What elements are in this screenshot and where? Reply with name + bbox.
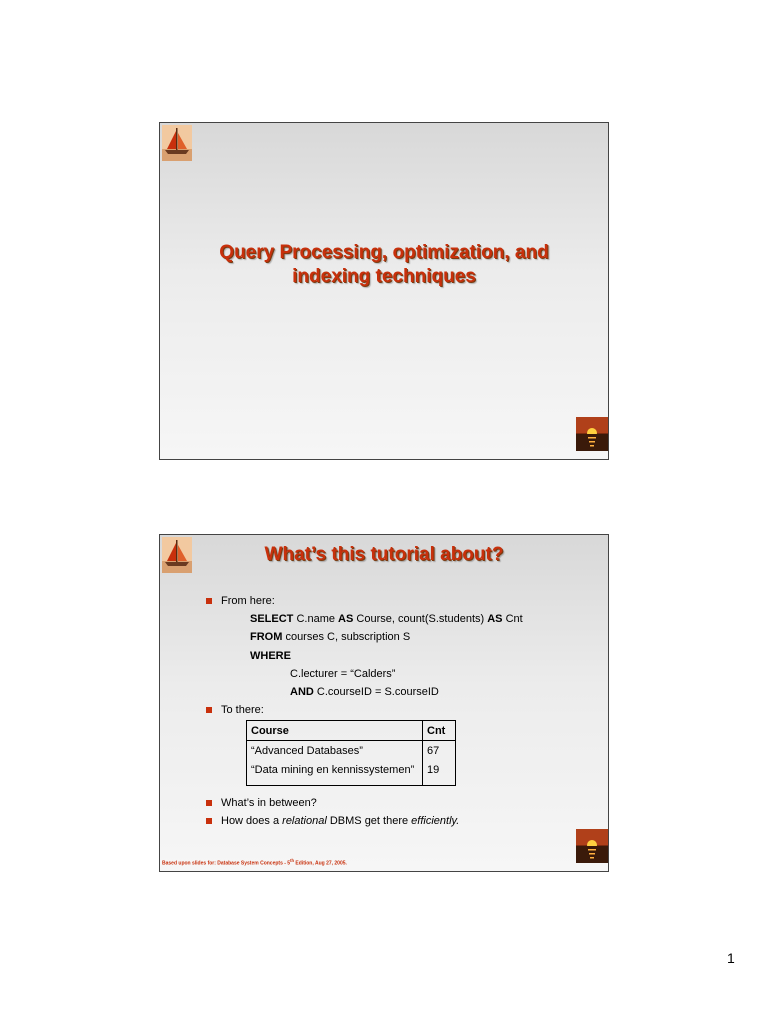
page-number: 1 <box>727 950 735 966</box>
table-cell-cnt: 67 <box>423 741 456 761</box>
slide-1-title <box>160 241 608 289</box>
sql-select-line: SELECT C.name AS Course, count(S.students) AS Cnt <box>250 613 523 625</box>
bullet-how-does: How does a relational DBMS get there efficiently. <box>206 815 459 827</box>
sunset-logo-icon <box>576 829 608 863</box>
sql-condition-1: C.lecturer = “Calders” <box>290 668 396 680</box>
table-cell-cnt: 19 <box>423 760 456 786</box>
bullet-to-there: To there: <box>206 704 264 716</box>
result-table <box>246 720 456 786</box>
slide-footer: Based upon slides for: Database System Concepts - 5th Edition, Aug 27, 2005. <box>162 858 347 867</box>
sql-where-line: WHERE <box>250 650 291 662</box>
sunset-logo-icon <box>576 417 608 451</box>
bullet-square-icon <box>206 800 212 806</box>
slide-2-title: What’s this tutorial about? <box>264 544 504 565</box>
slide-2 <box>159 534 609 872</box>
bullet-square-icon <box>206 598 212 604</box>
slide-1 <box>159 122 609 460</box>
sql-condition-2: AND C.courseID = S.courseID <box>290 686 439 698</box>
sailboat-logo-icon <box>162 125 192 161</box>
bullet-from-here: From here: <box>206 595 275 607</box>
sql-from-line: FROM courses C, subscription S <box>250 631 411 643</box>
table-cell-course: “Data mining en kennissystemen” <box>247 760 423 786</box>
table-cell-course: “Advanced Databases” <box>247 741 423 761</box>
bullet-in-between: What’s in between? <box>206 797 317 809</box>
table-row <box>247 741 456 761</box>
bullet-square-icon <box>206 707 212 713</box>
table-header-row <box>247 721 456 741</box>
bullet-square-icon <box>206 818 212 824</box>
title-line-1: Query Processing, optimization, and <box>219 242 549 263</box>
title-line-2: indexing techniques <box>292 266 476 287</box>
table-header-cnt: Cnt <box>423 721 456 741</box>
table-row <box>247 760 456 786</box>
table-header-course: Course <box>247 721 423 741</box>
